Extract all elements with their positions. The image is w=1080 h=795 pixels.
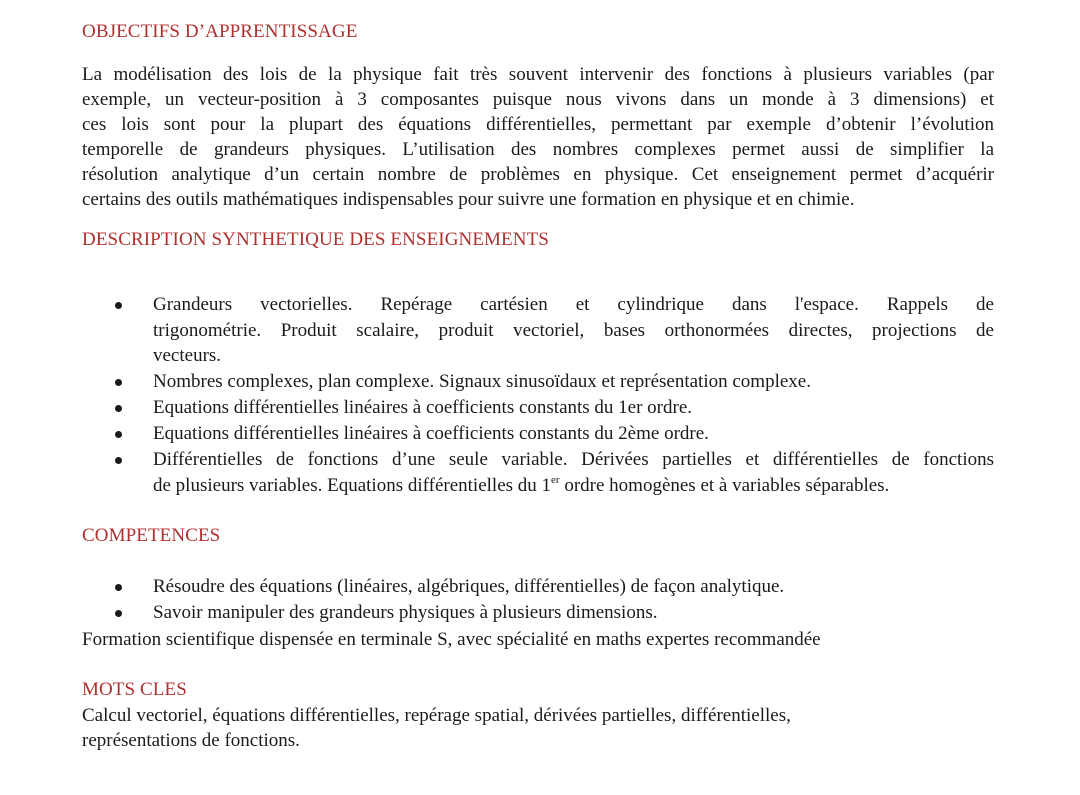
bullet-icon: [115, 302, 122, 309]
list-item-text: ordre homogènes et à variables séparables.: [559, 475, 890, 496]
keywords-line: Calcul vectoriel, équations différentielles, repérage spatial, dérivées partielles, différentielles,: [82, 705, 791, 726]
list-item-line: [153, 473, 994, 499]
list-item: [82, 421, 994, 447]
paragraph-line: certains des outils mathématiques indispensables pour suivre une formation en physique et en chimie.: [82, 189, 855, 210]
paragraph-line: résolution analytique d’un certain nombre de problèmes en physique. Cet enseignement permet d’acquérir: [82, 164, 994, 185]
heading-description: DESCRIPTION SYNTHETIQUE DES ENSEIGNEMENTS: [82, 229, 549, 250]
bullet-icon: [115, 610, 122, 617]
paragraph-line: ces lois sont pour la plupart des équations différentielles, permettant par exemple d’obtenir l’évolution: [82, 114, 994, 135]
list-item-line: Savoir manipuler des grandeurs physiques à plusieurs dimensions.: [153, 602, 658, 623]
ordinal-superscript: er: [551, 473, 560, 486]
keywords-line: représentations de fonctions.: [82, 730, 300, 751]
description-list: [82, 292, 994, 499]
list-item-line: Equations différentielles linéaires à coefficients constants du 1er ordre.: [153, 397, 693, 418]
bullet-icon: [115, 379, 122, 386]
bullet-icon: [115, 584, 122, 591]
bullet-icon: [115, 405, 122, 412]
list-item: [82, 600, 994, 626]
competences-list: [82, 574, 994, 626]
heading-competences: COMPETENCES: [82, 525, 221, 546]
list-item: [82, 395, 994, 421]
list-item: [82, 447, 994, 499]
paragraph-line: exemple, un vecteur-position à 3 composantes puisque nous vivons dans un monde à 3 dimensions) et: [82, 89, 994, 110]
competences-note: Formation scientifique dispensée en terminale S, avec spécialité en maths expertes recommandée: [82, 629, 821, 650]
bullet-icon: [115, 457, 122, 464]
objectifs-paragraph: [82, 62, 994, 212]
list-item: [82, 292, 994, 368]
bullet-icon: [115, 431, 122, 438]
list-item-line: Différentielles de fonctions d’une seule variable. Dérivées partielles et différentielles de fonctions: [153, 449, 994, 470]
heading-objectifs: OBJECTIFS D’APPRENTISSAGE: [82, 21, 358, 42]
paragraph-line: La modélisation des lois de la physique fait très souvent intervenir des fonctions à plusieurs variables (par: [82, 64, 994, 85]
list-item-line: Grandeurs vectorielles. Repérage cartésien et cylindrique dans l'espace. Rappels de: [153, 294, 994, 315]
list-item-text: de plusieurs variables. Equations différentielles du 1: [153, 475, 552, 496]
heading-mots-cles: MOTS CLES: [82, 679, 187, 700]
list-item-line: trigonométrie. Produit scalaire, produit vectoriel, bases orthonormées directes, projections de: [153, 320, 994, 341]
list-item: [82, 574, 994, 600]
paragraph-line: temporelle de grandeurs physiques. L’utilisation des nombres complexes permet aussi de simplifier la: [82, 139, 994, 160]
list-item-line: vecteurs.: [153, 345, 222, 366]
list-item-line: Nombres complexes, plan complexe. Signaux sinusoïdaux et représentation complexe.: [153, 371, 811, 392]
list-item-line: Equations différentielles linéaires à coefficients constants du 2ème ordre.: [153, 423, 709, 444]
list-item: [82, 369, 994, 395]
list-item-line: Résoudre des équations (linéaires, algébriques, différentielles) de façon analytique.: [153, 576, 785, 597]
